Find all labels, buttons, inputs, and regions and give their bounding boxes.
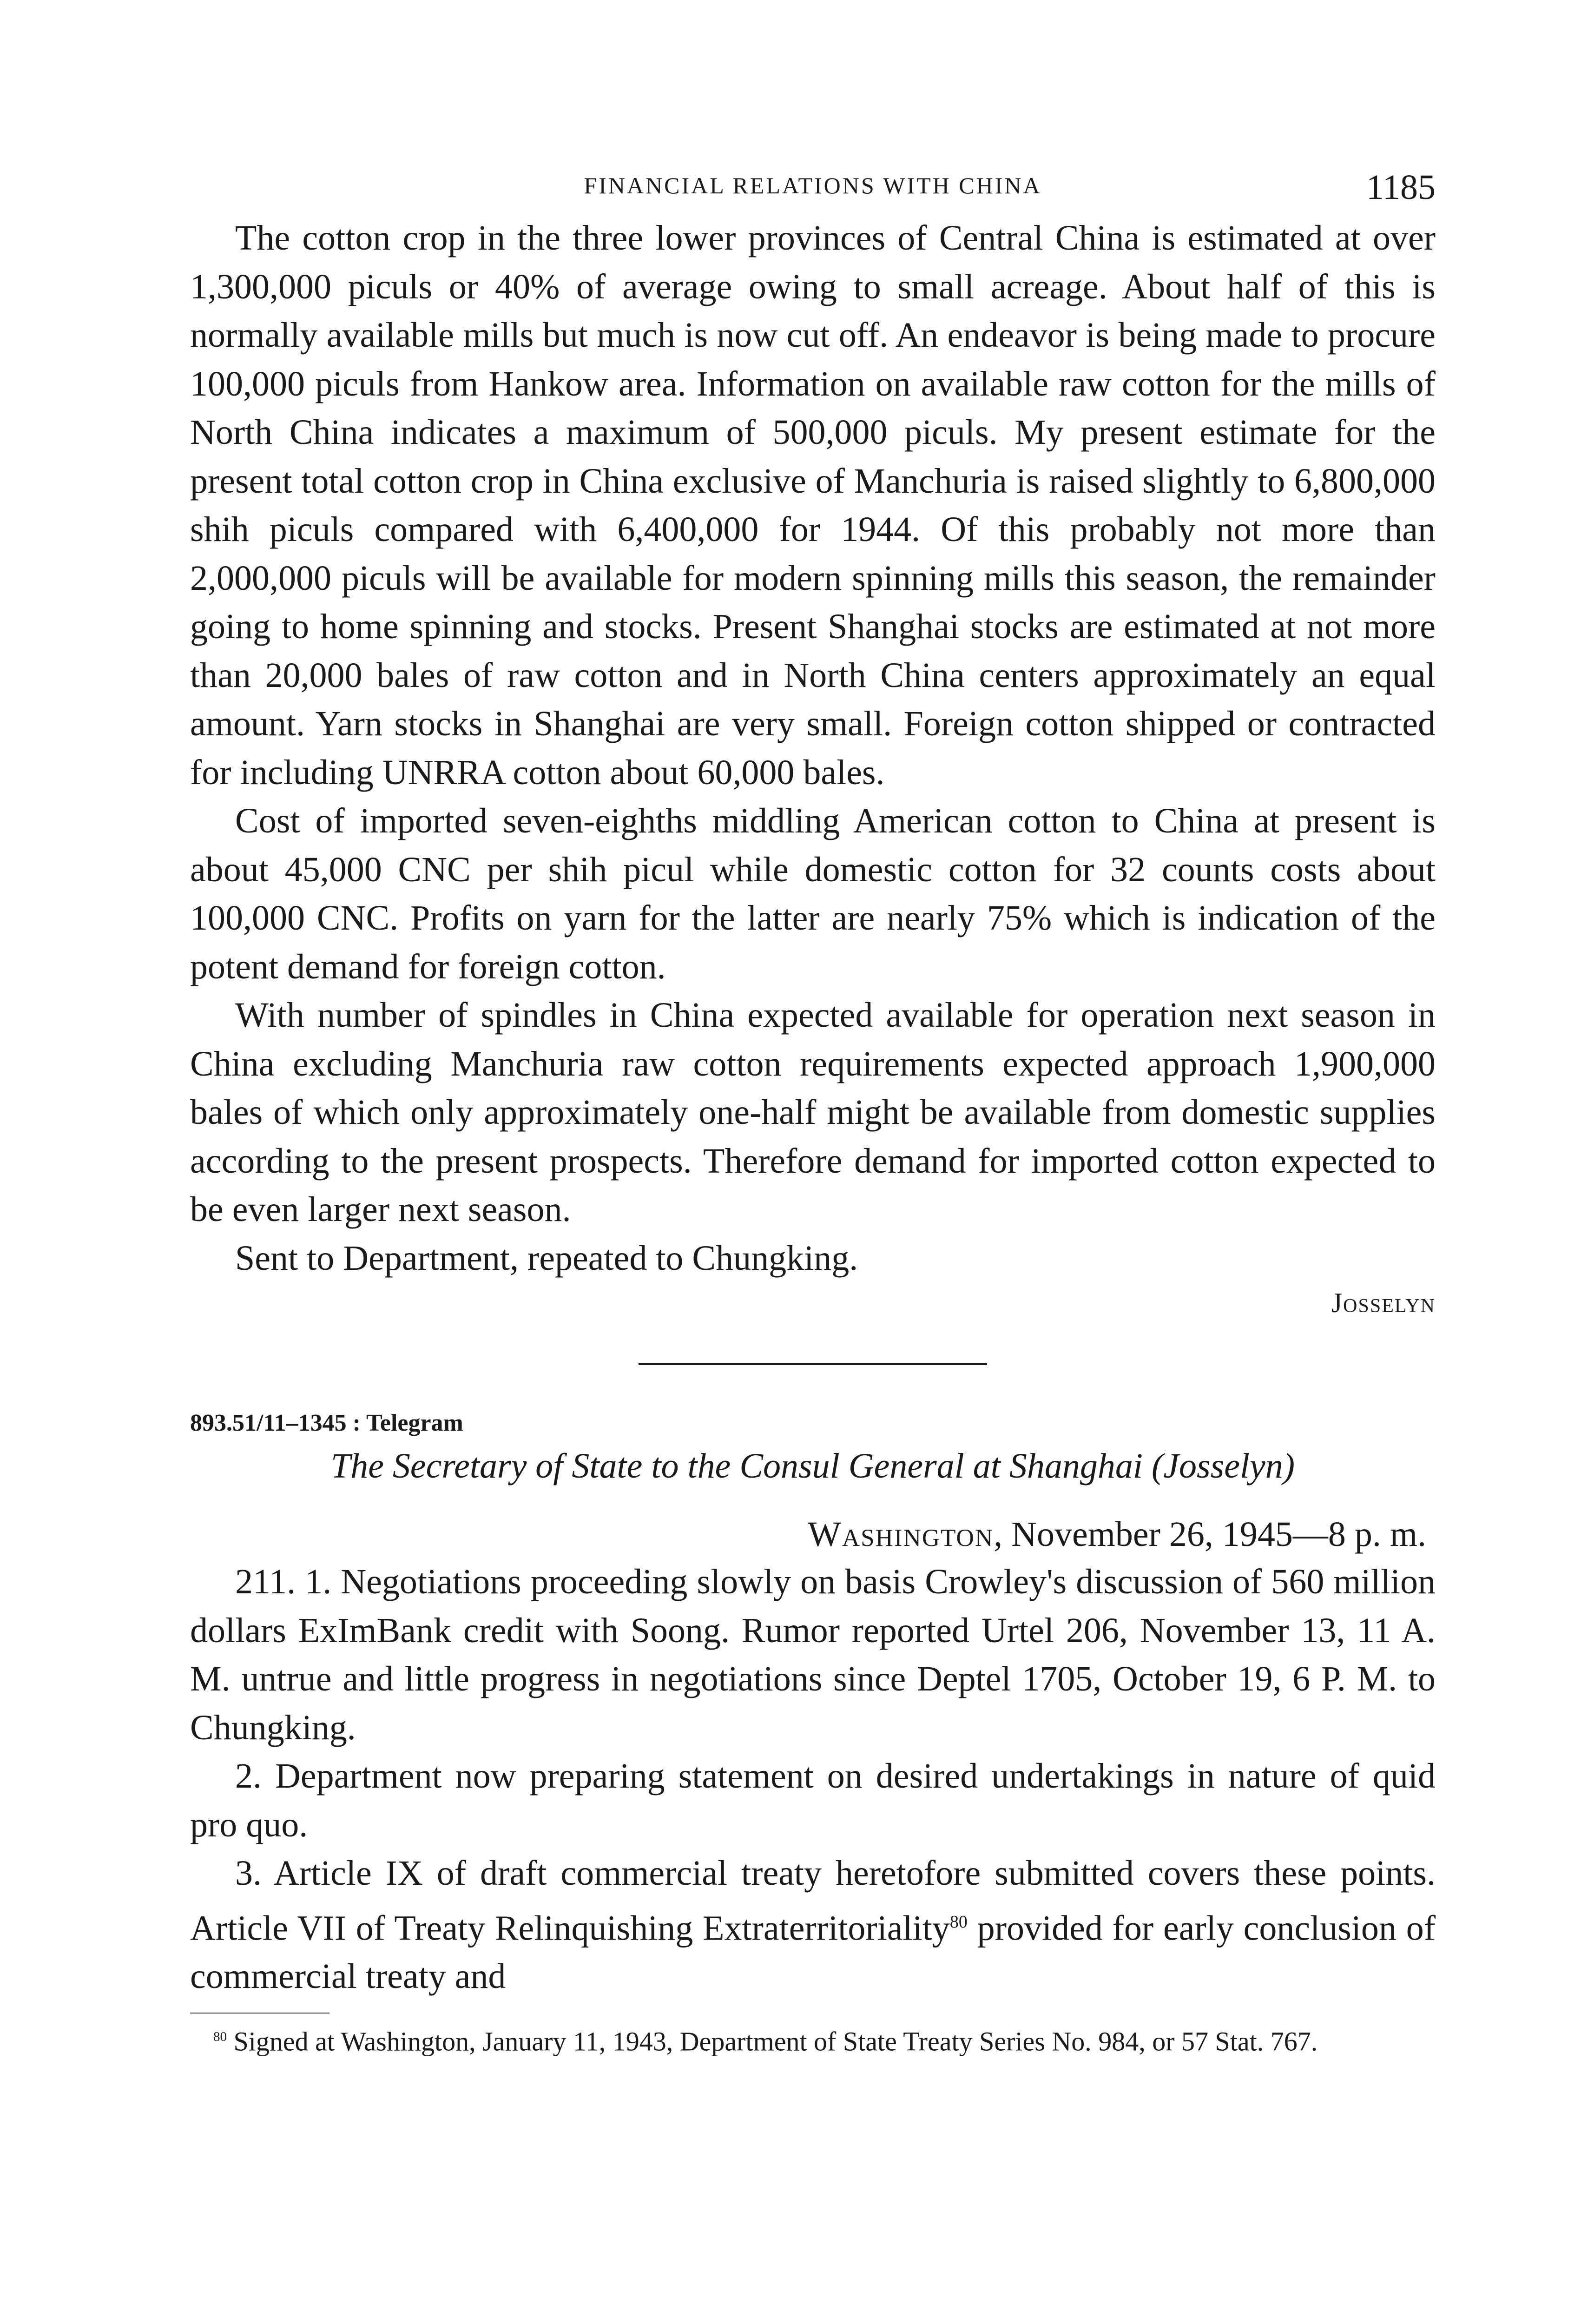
body-paragraph: Cost of imported seven-eighths middling American cotton to China at present is about 45,000 CNC per shih picul while domestic cotton for 32 counts costs about 100,000 CNC. Profits on yarn for the latter are nearly 75% which is indication of the potent demand for foreign cotton. <box>190 801 1436 986</box>
footnote-rule <box>190 2013 329 2014</box>
body-paragraph: Sent to Department, repeated to Chungking. <box>235 1238 858 1278</box>
footnote <box>190 2020 1436 2058</box>
dateline <box>190 1514 1436 1555</box>
body-paragraph: The cotton crop in the three lower provinces of Central China is estimated at over 1,300,000 piculs or 40% of average owing to small acreage. About half of this is normally available mills but much is now cut off. An endeavor is being made to procure 100,000 piculs from Hankow area. Information on available raw cotton for the mills of North China indicates a maximum of 500,000 piculs. My present estimate for the present total cotton crop in China exclusive of Manchuria is raised slightly to 6,800,000 shih piculs compared with 6,400,000 for 1944. Of this probably not more than 2,000,000 piculs will be available for modern spinning mills this season, the remainder going to home spinning and stocks. Present Shanghai stocks are estimated at not more than 20,000 bales of raw cotton and in North China centers approximately an equal amount. Yarn stocks in Shanghai are very small. Foreign cotton shipped or contracted for including UNRRA cotton about 60,000 bales. <box>190 218 1436 792</box>
footnote-marker: 80 <box>213 2029 227 2044</box>
signature: Josselyn <box>1331 1287 1436 1318</box>
running-title: FINANCIAL RELATIONS WITH CHINA <box>584 172 1042 198</box>
telegram-paragraph: 3. Article IX of draft commercial treaty heretofore submitted covers these points. Article VII of Treaty Relinquishing Extraterritoriality$^{80}$ provided for early conclusion of commercial treaty and <box>190 1854 1436 1996</box>
footnote-text: Signed at Washington, January 11, 1943, Department of State Treaty Series No. 984, or 57 Stat. 767. <box>227 2026 1318 2057</box>
telegram-paragraph: 211. 1. Negotiations proceeding slowly on basis Crowley's discussion of 560 million dollars ExImBank credit with Soong. Rumor reported Urtel 206, November 13, 11 A. M. untrue and little progress in negotiations since Deptel 1705, October 19, 6 P. M. to Chungking. <box>190 1562 1436 1747</box>
page-number: 1185 <box>1366 168 1436 207</box>
dateline-place: Washington <box>808 1515 994 1554</box>
section-divider <box>639 1363 987 1365</box>
document-page <box>190 167 1436 2058</box>
file-reference: 893.51/11–1345 : Telegram <box>190 1410 463 1436</box>
dateline-date: , November 26, 1945—8 p. m. <box>994 1515 1426 1554</box>
footnote-reference[interactable]: 80 <box>949 1912 968 1932</box>
body-paragraph: With number of spindles in China expected available for operation next season in China excluding Manchuria raw cotton requirements expected approach 1,900,000 bales of which only approximately one-half might be available from domestic supplies according to the present prospects. Therefore demand for imported cotton expected to be even larger next season. <box>190 996 1436 1229</box>
running-head <box>190 167 1436 209</box>
document-heading: The Secretary of State to the Consul General at Shanghai (Josselyn) <box>330 1446 1295 1486</box>
telegram-paragraph: 2. Department now preparing statement on desired undertakings in nature of quid pro quo. <box>190 1756 1436 1844</box>
